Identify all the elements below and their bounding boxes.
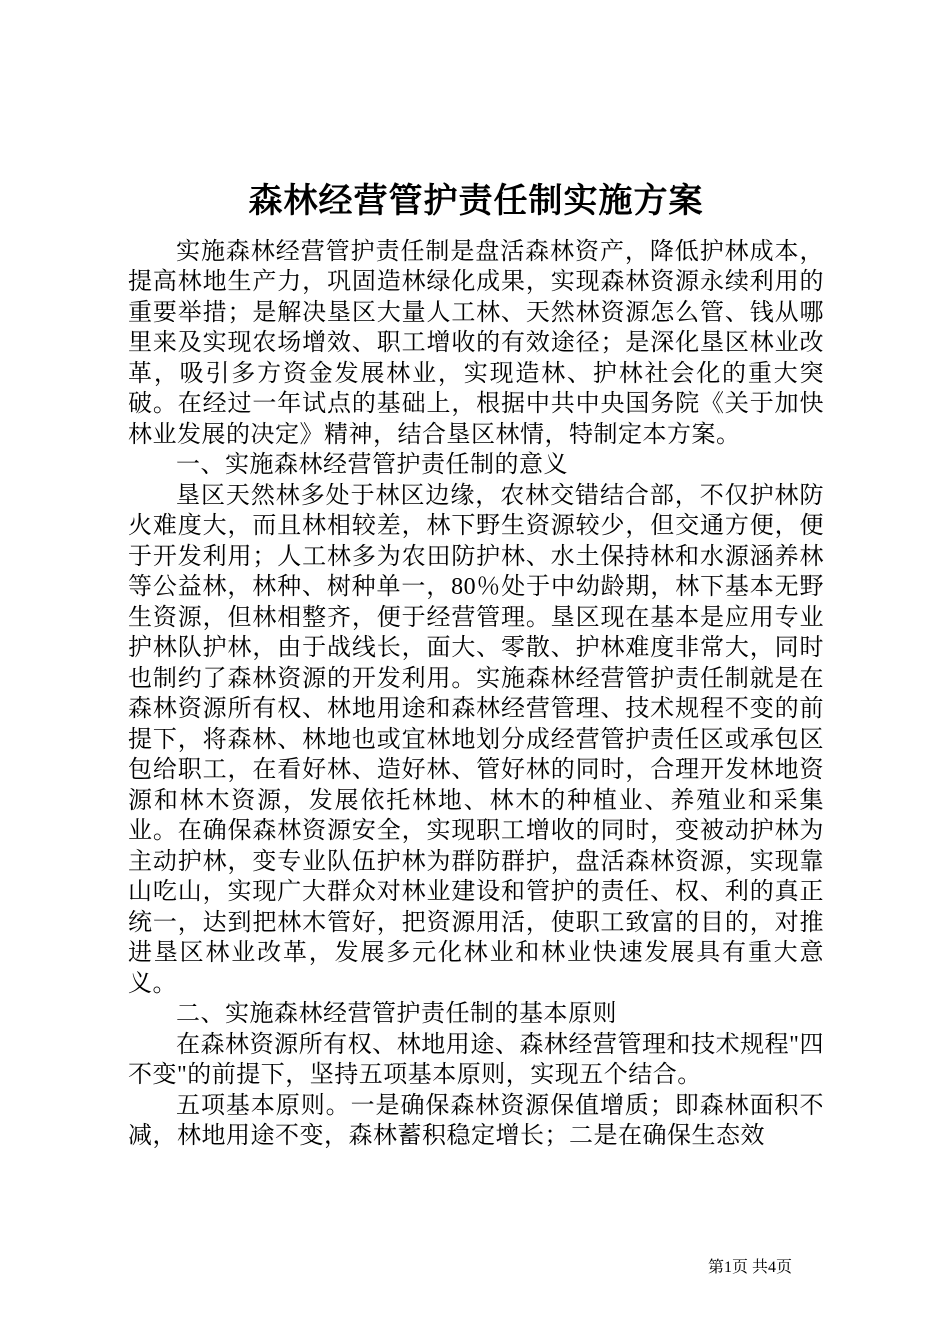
- paragraph-intro: 实施森林经营管护责任制是盘活森林资产，降低护林成本，提高林地生产力，巩固造林绿化成果，实现森林资源永续利用的重要举措；是解决垦区大量人工林、天然林资源怎么管、钱从哪里来及实现农场增效、职工增收的有效途径；是深化垦区林业改革，吸引多方资金发展林业，实现造林、护林社会化的重大突破。在经过一年试点的基础上，根据中共中央国务院《关于加快林业发展的决定》精神，结合垦区林情，特制定本方案。: [128, 238, 824, 448]
- document-title: 森林经营管护责任制实施方案: [248, 183, 704, 220]
- page-number-label: 第1页 共4页: [707, 1259, 792, 1276]
- paragraph-section-1: 垦区天然林多处于林区边缘，农林交错结合部，不仅护林防火难度大，而且林相较差，林下野生资源较少，但交通方便，便于开发利用；人工林多为农田防护林、水土保持林和水源涵养林等公益林，林种、树种单一，80％处于中幼龄期，林下基本无野生资源，但林相整齐，便于经营管理。垦区现在基本是应用专业护林队护林，由于战线长，面大、零散、护林难度非常大，同时也制约了森林资源的开发利用。实施森林经营管护责任制就是在森林资源所有权、林地用途和森林经营管理、技术规程不变的前提下，将森林、林地也或宜林地划分成经营管护责任区或承包区包给职工，在看好林、造好林、管好林的同时，合理开发林地资源和林木资源，发展依托林地、林木的种植业、养殖业和采集业。在确保森林资源安全，实现职工增收的同时，变被动护林为主动护林，变专业队伍护林为群防群护，盘活森林资源，实现靠山吃山，实现广大群众对林业建设和管护的责任、权、利的真正统一，达到把林木管好，把资源用活，使职工致富的目的，对推进垦区林业改革，发展多元化林业和林业快速发展具有重大意义。: [128, 482, 824, 997]
- paragraph-section-2-intro: 在森林资源所有权、林地用途、森林经营管理和技术规程"四不变"的前提下，坚持五项基本原则，实现五个结合。: [128, 1031, 824, 1089]
- paragraph-section-2-principles: 五项基本原则。一是确保森林资源保值增质；即森林面积不减，林地用途不变，森林蓄积稳定增长；二是在确保生态效: [128, 1092, 824, 1150]
- section-heading-2: 二、实施森林经营管护责任制的基本原则: [176, 1001, 617, 1028]
- page-footer: [708, 1260, 792, 1276]
- section-heading-1: 一、实施森林经营管护责任制的意义: [176, 452, 568, 479]
